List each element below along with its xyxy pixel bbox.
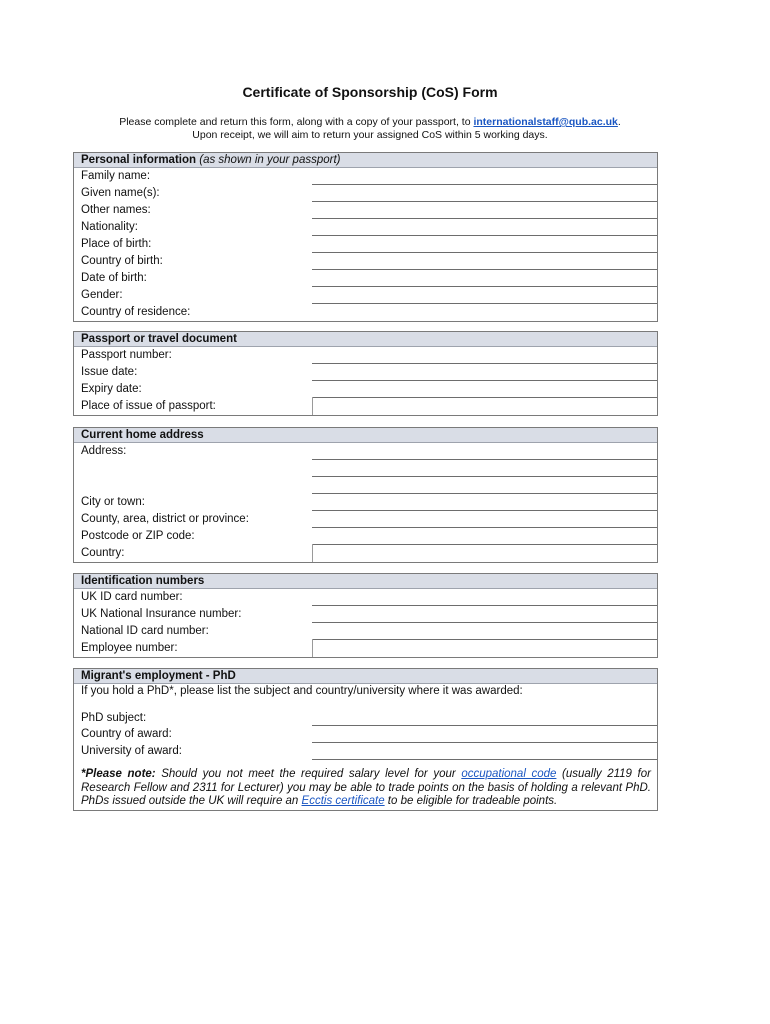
ecctis-certificate-link[interactable]: Ecctis certificate <box>301 795 385 807</box>
section-heading <box>74 574 657 589</box>
field-uk-id-card <box>74 589 657 606</box>
field-label: UK National Insurance number: <box>81 608 242 620</box>
field-label: County, area, district or province: <box>81 513 249 525</box>
field-label: Gender: <box>81 289 123 301</box>
place-of-issue-input[interactable] <box>312 397 657 415</box>
field-national-insurance <box>74 606 657 623</box>
note-text-1: Should you not meet the required salary level for your <box>155 768 462 780</box>
field-label: City or town: <box>81 496 145 508</box>
university-of-award-input[interactable] <box>312 759 657 760</box>
field-label: Given name(s): <box>81 187 160 199</box>
field-expiry-date <box>74 381 657 398</box>
page-title: Certificate of Sponsorship (CoS) Form <box>242 84 498 100</box>
field-phd-subject <box>74 710 657 726</box>
country-input[interactable] <box>312 544 657 562</box>
occupational-code-link[interactable]: occupational code <box>461 768 557 780</box>
field-label: Nationality: <box>81 221 138 233</box>
note-text-2: (usually 2119 for Research Fellow and 2311 for Lecturer) you may be able to trade points on the basis of holding a relevant PhD. PhDs issued outside the UK will require an <box>81 768 651 807</box>
field-place-of-issue <box>74 398 657 415</box>
field-county <box>74 511 657 528</box>
note-text-3: to be eligible for tradeable points. <box>384 795 558 807</box>
section-identification <box>73 573 658 658</box>
field-date-of-birth <box>74 270 657 287</box>
field-label: Country: <box>81 547 125 559</box>
field-country <box>74 545 657 562</box>
field-label: University of award: <box>81 745 182 757</box>
field-label: Country of residence: <box>81 306 191 318</box>
section-heading-title: Migrant's employment - PhD <box>81 670 236 682</box>
field-national-id <box>74 623 657 640</box>
section-heading-title: Passport or travel document <box>81 333 237 345</box>
field-label: Passport number: <box>81 349 172 361</box>
intro-text <box>0 116 740 141</box>
field-label: Place of issue of passport: <box>81 400 216 412</box>
field-gender <box>74 287 657 304</box>
note-label: *Please note: <box>81 768 156 780</box>
field-label: Other names: <box>81 204 151 216</box>
field-label: Issue date: <box>81 366 138 378</box>
field-city <box>74 494 657 511</box>
intro-line-2: Upon receipt, we will aim to return your assigned CoS within 5 working days. <box>192 128 548 141</box>
section-personal-information <box>73 152 658 322</box>
field-place-of-birth <box>74 236 657 253</box>
section-heading <box>74 428 657 443</box>
field-label: Date of birth: <box>81 272 147 284</box>
field-country-of-birth <box>74 253 657 270</box>
field-country-of-residence <box>74 304 657 321</box>
field-issue-date <box>74 364 657 381</box>
phd-note <box>74 760 657 810</box>
field-label: National ID card number: <box>81 625 209 637</box>
spacer <box>74 698 657 710</box>
section-heading <box>74 332 657 347</box>
field-label: Postcode or ZIP code: <box>81 530 195 542</box>
field-label: Address: <box>81 445 127 457</box>
section-heading <box>74 153 657 168</box>
field-country-of-award <box>74 726 657 743</box>
field-university-of-award <box>74 743 657 760</box>
section-phd <box>73 668 658 811</box>
field-address-line-3 <box>74 477 657 494</box>
field-other-names <box>74 202 657 219</box>
section-heading-title: Current home address <box>81 429 204 441</box>
field-passport-number <box>74 347 657 364</box>
intro-text-after: . <box>617 116 621 128</box>
field-given-names <box>74 185 657 202</box>
section-heading-title: Personal information <box>81 154 197 166</box>
intro-text-before: Please complete and return this form, along with a copy of your passport, to <box>119 116 474 128</box>
field-family-name <box>74 168 657 185</box>
section-passport <box>73 331 658 416</box>
field-employee-number <box>74 640 657 657</box>
phd-instruction: If you hold a PhD*, please list the subject and country/university where it was awarded: <box>81 685 523 697</box>
field-label: PhD subject: <box>81 712 147 724</box>
employee-number-input[interactable] <box>312 639 657 657</box>
section-heading <box>74 669 657 684</box>
section-home-address <box>73 427 658 563</box>
section-heading-title: Identification numbers <box>81 575 205 587</box>
field-address-line-2 <box>74 460 657 477</box>
field-postcode <box>74 528 657 545</box>
field-label: Country of award: <box>81 728 172 740</box>
field-label: Place of birth: <box>81 238 152 250</box>
field-label: Expiry date: <box>81 383 142 395</box>
field-label: UK ID card number: <box>81 591 183 603</box>
field-nationality <box>74 219 657 236</box>
field-address <box>74 443 657 460</box>
email-link[interactable]: internationalstaff@qub.ac.uk <box>473 116 618 128</box>
intro-line-1 <box>0 116 740 129</box>
section-heading-note: (as shown in your passport) <box>199 154 341 166</box>
field-label: Country of birth: <box>81 255 163 267</box>
field-label: Employee number: <box>81 642 178 654</box>
field-label: Family name: <box>81 170 151 182</box>
